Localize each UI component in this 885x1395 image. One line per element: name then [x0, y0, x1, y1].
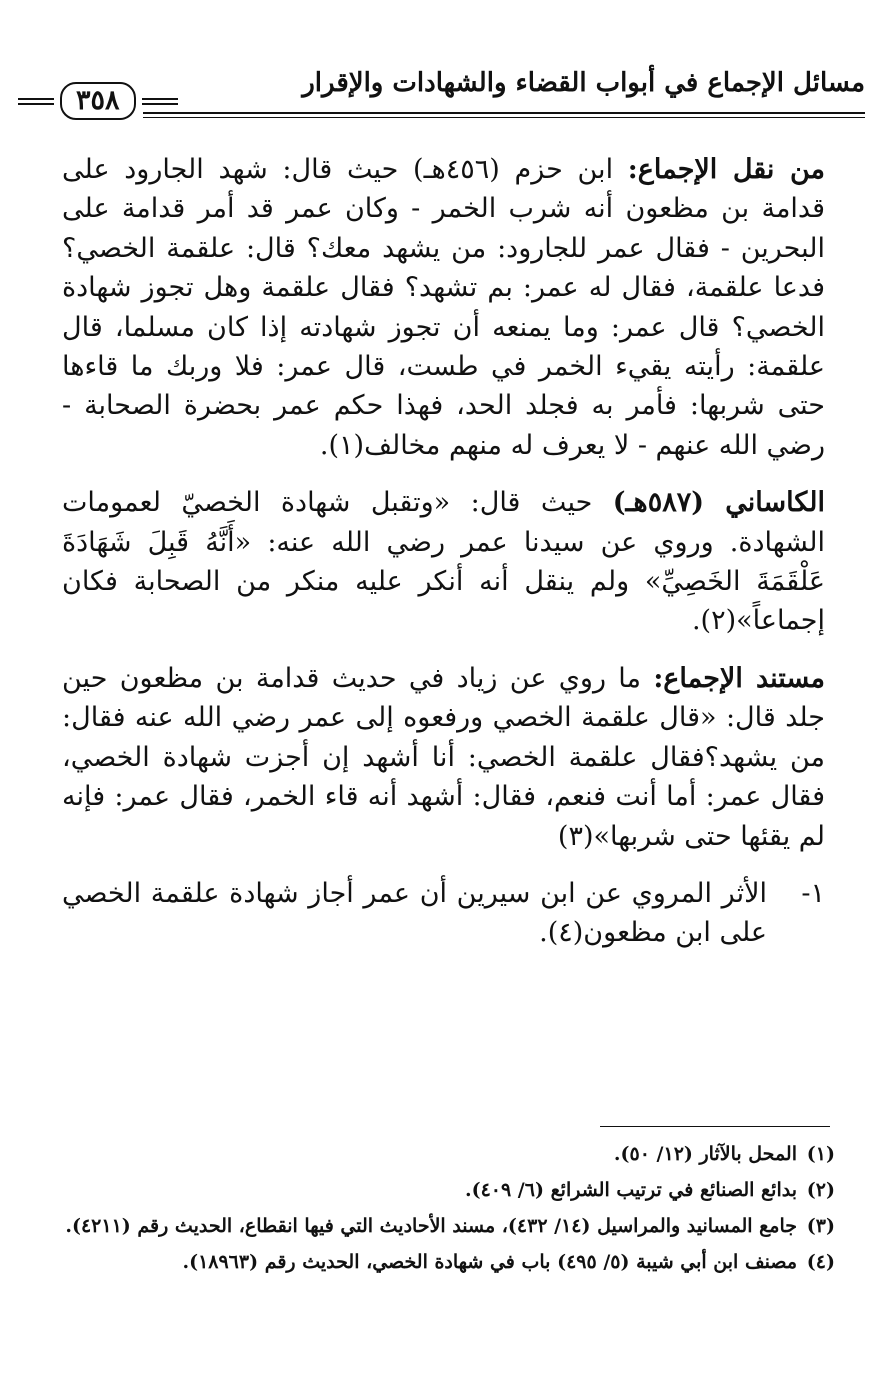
- ornament-line: [18, 98, 54, 105]
- paragraph-ijma-transmission: [62, 150, 825, 465]
- paragraph-lead: مستند الإجماع:: [653, 662, 825, 694]
- page-header: [18, 68, 865, 132]
- paragraph-kasani: [62, 483, 825, 641]
- list-number: ١-: [801, 877, 825, 909]
- footnote: [62, 1212, 835, 1241]
- list-item: [62, 874, 825, 953]
- list-text: الأثر المروي عن ابن سيرين أن عمر أجاز شهادة علقمة الخصي على ابن مظعون(٤).: [62, 877, 767, 949]
- header-rule: [143, 112, 865, 118]
- footnotes: [62, 1140, 835, 1284]
- main-text: [62, 150, 825, 953]
- footnote: [62, 1140, 835, 1169]
- footnote-number: (٣): [806, 1215, 835, 1237]
- footnote: [62, 1176, 835, 1205]
- footnote-text: مصنف ابن أبي شيبة (٥/ ٤٩٥) باب في شهادة الخصي، الحديث رقم (١٨٩٦٣).: [182, 1251, 797, 1273]
- page-number: ٣٥٨: [60, 82, 136, 120]
- footnote-text: جامع المسانيد والمراسيل (١٤/ ٤٣٢)، مسند الأحاديث التي فيها انقطاع، الحديث رقم (٤٢١١).: [65, 1215, 797, 1237]
- footnote-number: (١): [806, 1143, 835, 1165]
- footnote-text: بدائع الصنائع في ترتيب الشرائع (٦/ ٤٠٩).: [464, 1179, 797, 1201]
- footnote-separator: [600, 1126, 830, 1127]
- paragraph-text: ما روي عن زياد في حديث قدامة بن مظعون حين جلد قال: «قال علقمة الخصي ورفعوه إلى عمر رضي الله عنه فقال: من يشهد؟فقال علقمة الخصي: أنا أشهد إن أجزت شهادة الخصي، فقال عمر: أما أنت فنعم، فقال: أشهد أنه قاء الخمر، فقال عمر: فإنه لم يقئها حتى شربها»(٣): [62, 662, 825, 852]
- paragraph-text: حيث قال: «وتقبل شهادة الخصيّ لعمومات الشهادة. وروي عن سيدنا عمر رضي الله عنه: «أَنَّهُ قَبِلَ شَهَادَةَ عَلْقَمَةَ الخَصِيِّ» ولم ينقل أنه أنكر عليه منكر من الصحابة فكان إجماعاً»(٢).: [62, 487, 825, 637]
- paragraph-lead: من نقل الإجماع:: [627, 154, 825, 185]
- running-title: مسائل الإجماع في أبواب القضاء والشهادات والإقرار: [302, 68, 865, 98]
- ornament-line: [142, 98, 178, 105]
- footnote-number: (٢): [806, 1179, 835, 1201]
- paragraph-text: ابن حزم (٤٥٦هـ) حيث قال: شهد الجارود على قدامة بن مظعون أنه شرب الخمر - وكان عمر قد أمر قدامة على البحرين - فقال عمر للجارود: من يشهد معك؟ قال: علقمة الخصي؟ فدعا علقمة، فقال له عمر: بم تشهد؟ فقال علقمة وهل تجوز شهادة الخصي؟ قال عمر: وما يمنعه أن تجوز شهادته إذا كان مسلما، قال علقمة: رأيته يقيء الخمر في طست، قال عمر: فلا وربك ما قاءها حتى شربها: فأمر به فجلد الحد، فهذا حكم عمر بحضرة الصحابة - رضي الله عنهم - لا يعرف له منهم مخالف(١).: [62, 154, 825, 461]
- paragraph-ijma-basis: [62, 659, 825, 856]
- footnote: [62, 1248, 835, 1277]
- paragraph-lead: الكاساني (٥٨٧هـ): [612, 487, 825, 519]
- footnote-number: (٤): [806, 1251, 835, 1273]
- footnote-text: المحل بالآثار (١٢/ ٥٠).: [613, 1143, 797, 1165]
